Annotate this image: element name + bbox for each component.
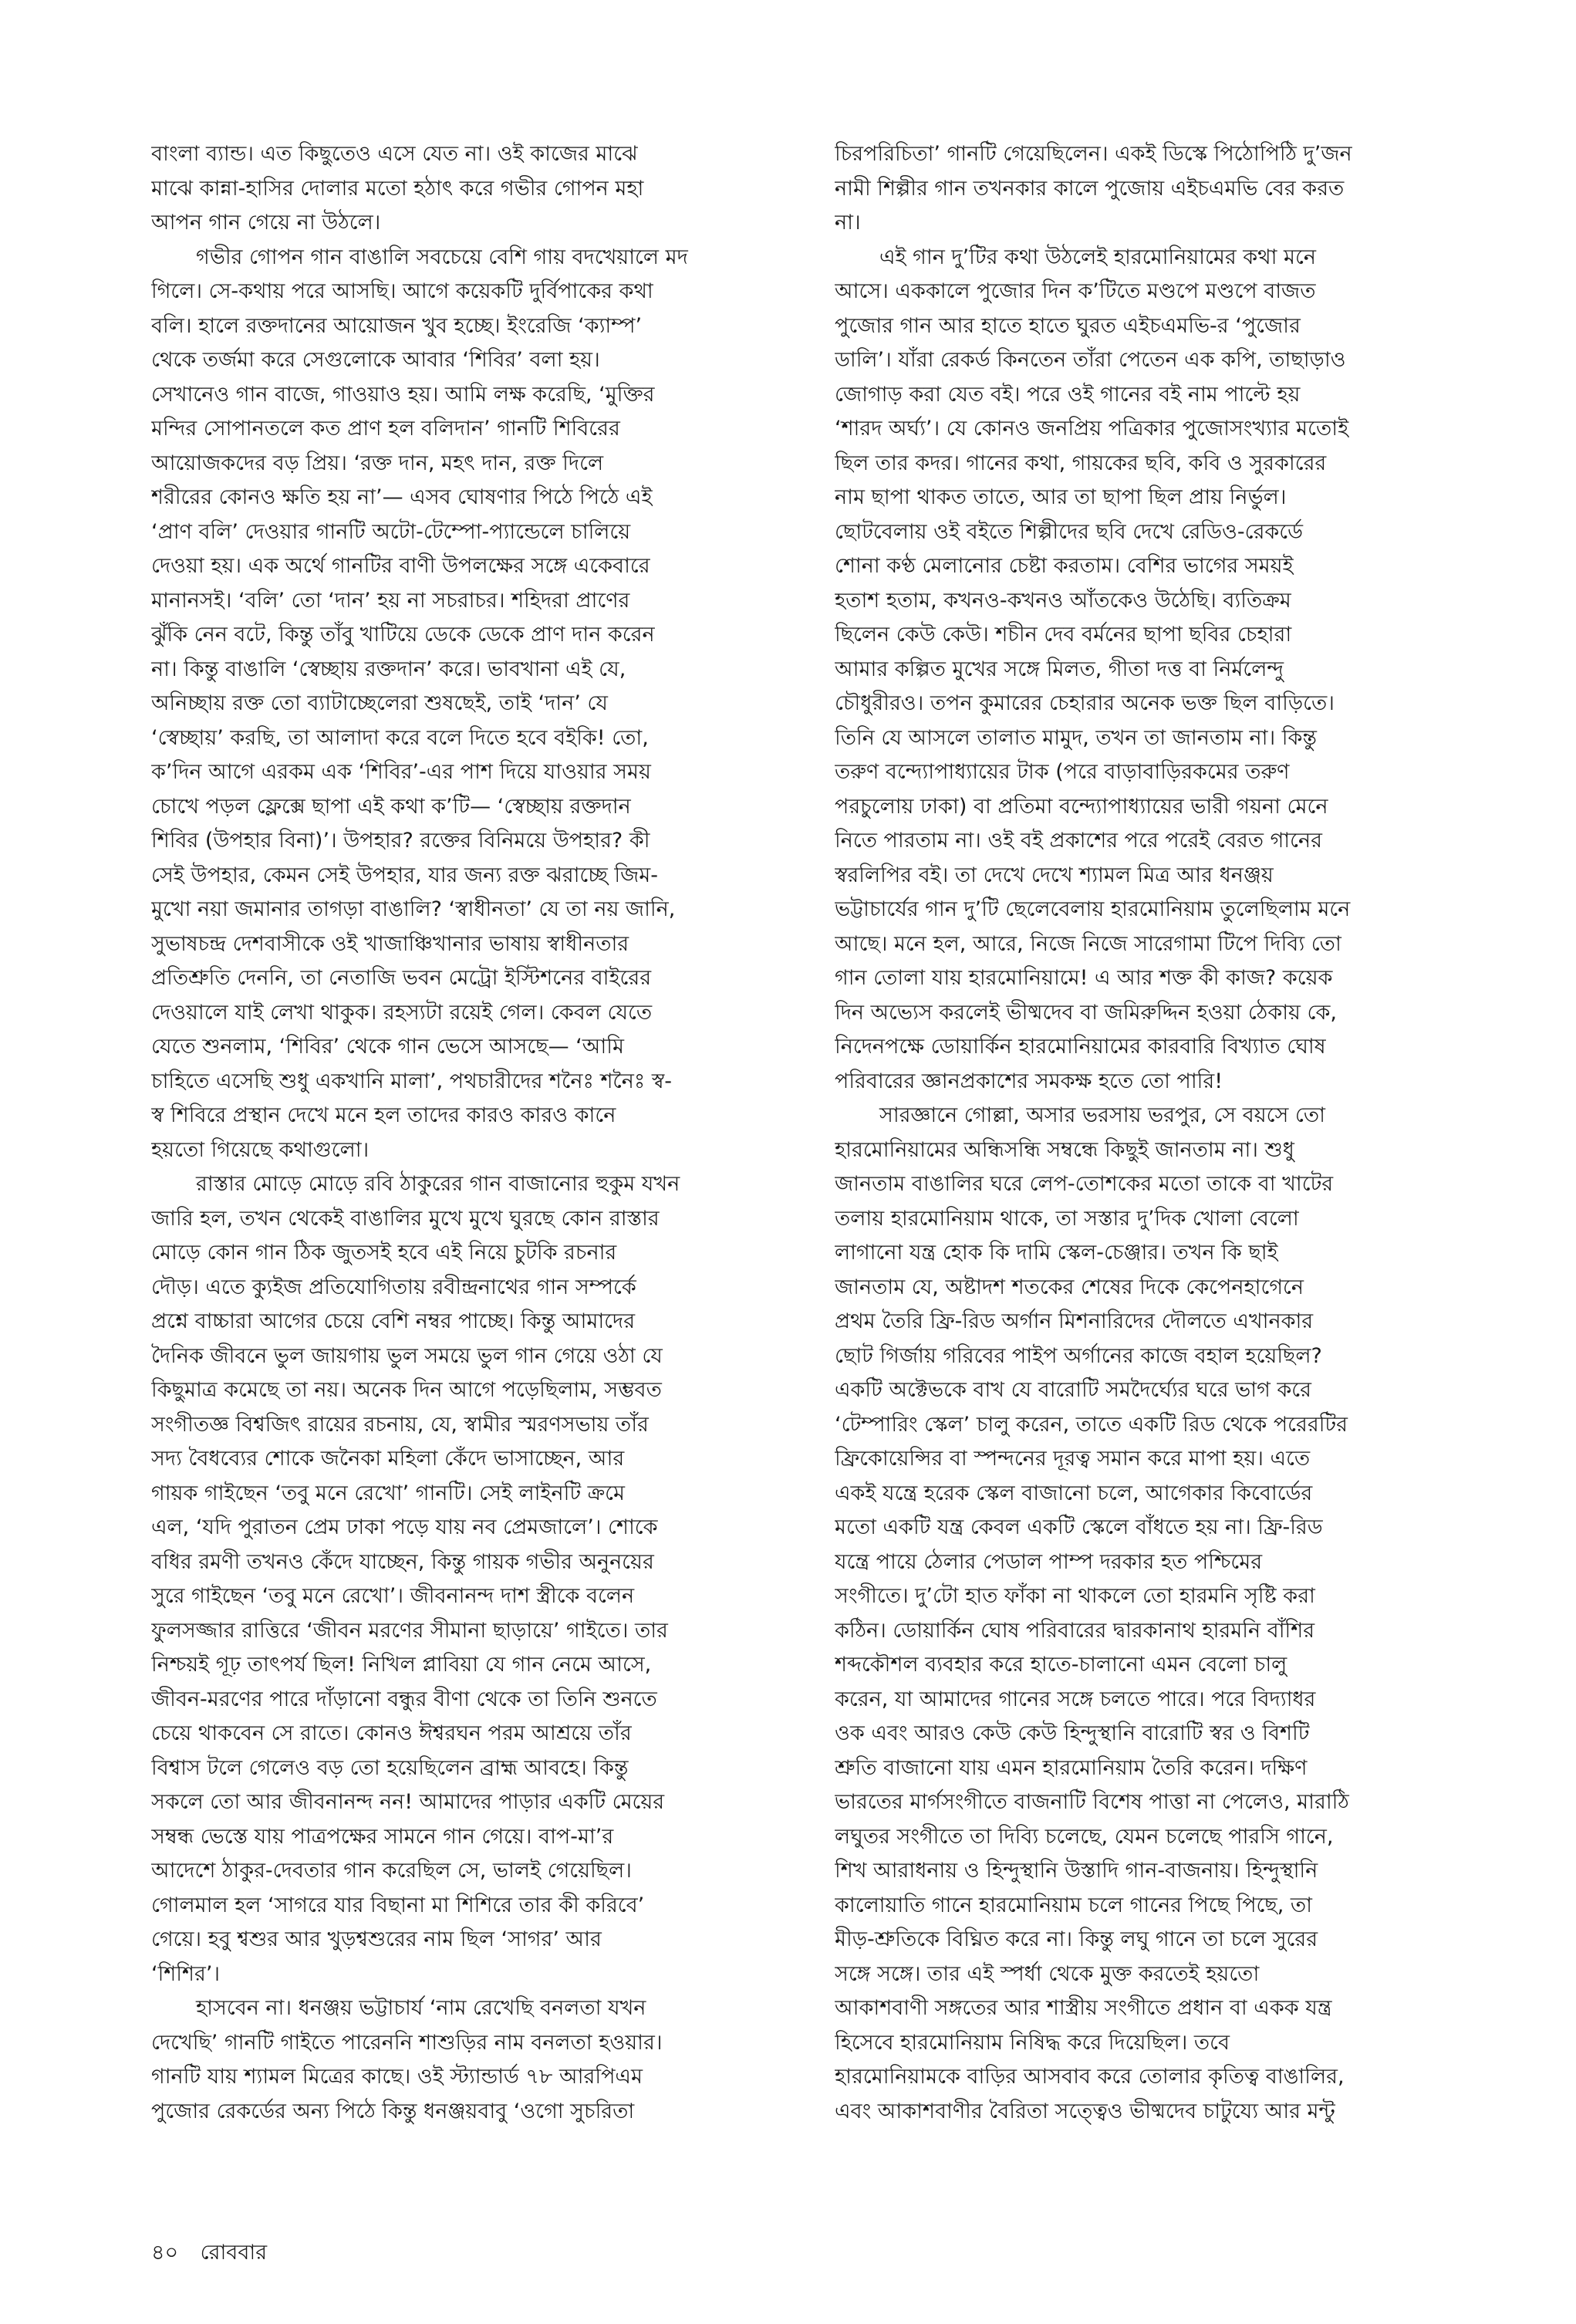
text-line: গিলে। সে-কথায় পরে আসছি। আগে কয়েকটি দুর্বিপাকের কথা xyxy=(151,279,653,303)
text-line: গান তোলা যায় হারমোনিয়ামে! এ আর শক্ত কী কাজ? কয়েক xyxy=(835,966,1333,990)
text-line: সুভাষচন্দ্র দেশবাসীকে ওই খাজাঞ্চিখানার ভাষায় স্বাধীনতার xyxy=(151,931,629,956)
text-line: ক’দিন আগে এরকম এক ‘শিবির’-এর পাশ দিয়ে যাওয়ার সময় xyxy=(151,760,651,784)
text-line: ভারতের মার্গসংগীতে বাজনাটি বিশেষ পাত্তা না পেলেও, মারাঠি xyxy=(835,1790,1349,1814)
text-line: পরিবারের জ্ঞানপ্রকাশের সমকক্ষ হতে তো পারি! xyxy=(835,1069,1223,1093)
text-line: ‘টেম্পারিং স্কেল’ চালু করেন, তাতে একটি রিড থেকে পরেরটির xyxy=(835,1412,1348,1437)
text-line: সেই উপহার, কেমন সেই উপহার, যার জন্য রক্ত ঝরাচ্ছে জিম- xyxy=(151,863,659,887)
text-line: আমার কল্পিত মুখের সঙ্গে মিলত, গীতা দত্ত বা নির্মলেন্দু xyxy=(835,657,1284,681)
paragraph xyxy=(835,1099,1490,2129)
text-line: স্ব শিবিরে প্রস্থান দেখে মনে হল তাদের কারও কারও কানে xyxy=(151,1103,616,1127)
text-line: সম্বন্ধ ভেস্তে যায় পাত্রপক্ষের সামনে গান গেয়ে। বাপ-মা’র xyxy=(151,1824,614,1849)
text-line: দৌড়। এতে ক্যুইজ প্রতিযোগিতায় রবীন্দ্রনাথের গান সম্পর্কে xyxy=(151,1275,636,1299)
text-line: মন্দির সোপানতলে কত প্রাণ হল বলিদান’ গানটি শিবিরের xyxy=(151,417,620,441)
right-column xyxy=(835,137,1490,2129)
text-line: বিশ্বাস টলে গেলেও বড় তো হয়েছিলেন ব্রাহ্ম আবহে। কিন্তু xyxy=(151,1755,629,1780)
text-line: লাগানো যন্ত্র হোক কি দামি স্কেল-চেঞ্জার। তখন কি ছাই xyxy=(835,1241,1278,1265)
left-column xyxy=(151,137,807,2129)
text-line: জোগাড় করা যেত বই। পরে ওই গানের বই নাম পাল্টে হয় xyxy=(835,382,1301,407)
text-line: মতো একটি যন্ত্র কেবল একটি স্কেলে বাঁধতে হয় না। ফ্রি-রিড xyxy=(835,1515,1323,1539)
text-line: শ্রুতি বাজানো যায় এমন হারমোনিয়াম তৈরি করেন। দক্ষিণ xyxy=(835,1755,1308,1780)
text-line: পুজোর রেকর্ডের অন্য পিঠে কিন্তু ধনঞ্জয়বাবু ‘ওগো সুচরিতা xyxy=(151,2099,635,2123)
paragraph xyxy=(151,241,807,1168)
text-line: নিদেনপক্ষে ডোয়ার্কিন হারমোনিয়ামের কারবারি বিখ্যাত ঘোষ xyxy=(835,1035,1326,1059)
text-line: সেখানেও গান বাজে, গাওয়াও হয়। আমি লক্ষ করেছি, ‘মুক্তির xyxy=(151,382,655,407)
text-line: আয়োজকদের বড় প্রিয়। ‘রক্ত দান, মহৎ দান, রক্ত দিলে xyxy=(151,451,604,475)
text-line: হাসবেন না। ধনঞ্জয় ভট্টাচার্য ‘নাম রেখেছি বনলতা যখন xyxy=(196,1996,646,2020)
text-line: স্বরলিপির বই। তা দেখে দেখে শ্যামল মিত্র আর ধনঞ্জয় xyxy=(835,863,1274,887)
text-line: একটি অক্টেভকে বাখ যে বারোটি সমদৈর্ঘ্যের ঘরে ভাগ করে xyxy=(835,1378,1311,1402)
text-line: সুরে গাইছেন ‘তবু মনে রেখো’। জীবনানন্দ দাশ স্ত্রীকে বলেন xyxy=(151,1584,635,1608)
paragraph xyxy=(835,137,1490,241)
text-line: সংগীতজ্ঞ বিশ্বজিৎ রায়ের রচনায়, যে, স্বামীর স্মরণসভায় তাঁর xyxy=(151,1412,649,1437)
text-line: তিনি যে আসলে তালাত মামুদ, তখন তা জানতাম না। কিন্তু xyxy=(835,725,1317,750)
text-line: ‘প্রাণ বলি’ দেওয়ার গানটি অটো-টেম্পো-প্যান্ডেলে চালিয়ে xyxy=(151,519,631,544)
paragraph xyxy=(151,1167,807,1991)
text-line: গানটি যায় শ্যামল মিত্রের কাছে। ওই স্ট্যান্ডার্ড ৭৮ আরপিএম xyxy=(151,2065,643,2089)
page-footer xyxy=(151,2238,267,2268)
text-line: না। কিন্তু বাঙালি ‘স্বেচ্ছায় রক্তদান’ করে। ভাবখানা এই যে, xyxy=(151,657,626,681)
text-line: মুখো নয়া জমানার তাগড়া বাঙালি? ‘স্বাধীনতা’ যে তা নয় জানি, xyxy=(151,897,676,921)
text-line: পুজোর গান আর হাতে হাতে ঘুরত এইচএমভি-র ‘পুজোর xyxy=(835,313,1301,338)
text-line: নিশ্চয়ই গূঢ় তাৎপর্য ছিল! নিখিল প্লাবিয়া যে গান নেমে আসে, xyxy=(151,1653,652,1677)
text-line: নাম ছাপা থাকত তাতে, আর তা ছাপা ছিল প্রায় নির্ভুল। xyxy=(835,485,1287,509)
text-line: কিছুমাত্র কমেছে তা নয়। অনেক দিন আগে পড়েছিলাম, সম্ভবত xyxy=(151,1378,662,1402)
text-line: ফ্রিকোয়েন্সির বা স্পন্দনের দূরত্ব সমান করে মাপা হয়। এতে xyxy=(835,1447,1311,1471)
text-line: বলি। হালে রক্তদানের আয়োজন খুব হচ্ছে। ইংরেজি ‘ক্যাম্প’ xyxy=(151,313,643,338)
text-line: রাস্তার মোড়ে মোড়ে রবি ঠাকুরের গান বাজানোর হুকুম যখন xyxy=(196,1172,680,1196)
text-line: চৌধুরীরও। তপন কুমারের চেহারার অনেক ভক্ত ছিল বাড়িতে। xyxy=(835,691,1335,715)
text-line: যন্ত্রে পায়ে ঠেলার পেডাল পাম্প দরকার হত পশ্চিমের xyxy=(835,1549,1263,1574)
text-line: যেতে শুনলাম, ‘শিবির’ থেকে গান ভেসে আসছে— ‘আমি xyxy=(151,1035,624,1059)
text-line: মানানসই। ‘বলি’ তো ‘দান’ হয় না সচরাচর। শহিদরা প্রাণের xyxy=(151,588,630,613)
text-line: ছোটবেলায় ওই বইতে শিল্পীদের ছবি দেখে রেডিও-রেকর্ডে xyxy=(835,519,1304,544)
text-line: সারজ্ঞানে গোল্লা, অসার ভরসায় ভরপুর, সে বয়সে তো xyxy=(879,1103,1325,1127)
text-line: ছোট গির্জায় গরিবের পাইপ অর্গানের কাজে বহাল হয়েছিল? xyxy=(835,1343,1322,1368)
text-line: হিসেবে হারমোনিয়াম নিষিদ্ধ করে দিয়েছিল। তবে xyxy=(835,2030,1230,2055)
text-line: ‘স্বেচ্ছায়’ করছি, তা আলাদা করে বলে দিতে হবে বইকি! তো, xyxy=(151,725,649,750)
text-line: দেওয়া হয়। এক অর্থে গানটির বাণী উপলক্ষের সঙ্গে একেবারে xyxy=(151,554,650,578)
text-line: বাংলা ব্যান্ড। এত কিছুতেও এসে যেত না। ওই কাজের মাঝে xyxy=(151,142,638,166)
text-line: প্রশ্নে বাচ্চারা আগের চেয়ে বেশি নম্বর পাচ্ছে। কিন্তু আমাদের xyxy=(151,1309,636,1333)
text-line: তরুণ বন্দ্যোপাধ্যায়ের টাক (পরে বাড়াবাড়িরকমের তরুণ xyxy=(835,760,1290,784)
text-line: বধির রমণী তখনও কেঁদে যাচ্ছেন, কিন্তু গায়ক গভীর অনুনয়ের xyxy=(151,1549,654,1574)
text-line: হতাশ হতাম, কখনও-কখনও আঁতকেও উঠেছি। ব্যতিক্রম xyxy=(835,588,1291,613)
text-line: করেন, যা আমাদের গানের সঙ্গে চলতে পারে। পরে বিদ্যাধর xyxy=(835,1687,1316,1711)
text-line: হয়তো গিয়েছে কথাগুলো। xyxy=(151,1137,370,1162)
text-line: মীড়-শ্রুতিকে বিঘ্নিত করে না। কিন্তু লঘু গানে তা চলে সুরের xyxy=(835,1927,1318,1951)
text-line: মাঝে কান্না-হাসির দোলার মতো হঠাৎ করে গভীর গোপন মহা xyxy=(151,176,644,201)
text-line: দিন অভ্যেস করলেই ভীষ্মদেব বা জমিরুদ্দিন হওয়া ঠেকায় কে, xyxy=(835,1000,1337,1025)
text-line: শব্দকৌশল ব্যবহার করে হাতে-চালানো এমন বেলো চালু xyxy=(835,1653,1287,1677)
text-line: ছিলেন কেউ কেউ। শচীন দেব বর্মনের ছাপা ছবির চেহারা xyxy=(835,623,1292,647)
text-line: থেকে তর্জমা করে সেগুলোকে আবার ‘শিবির’ বলা হয়। xyxy=(151,348,600,372)
text-line: দেখেছি’ গানটি গাইতে পারেননি শাশুড়ির নাম বনলতা হওয়ার। xyxy=(151,2030,663,2055)
text-line: ফুলসজ্জার রাত্তিরে ‘জীবন মরণের সীমানা ছাড়ায়ে’ গাইতে। তার xyxy=(151,1618,668,1643)
text-line: নিতে পারতাম না। ওই বই প্রকাশের পরে পরেই বেরত গানের xyxy=(835,829,1322,853)
paragraph xyxy=(151,137,807,241)
text-line: শরীরের কোনও ক্ষতি হয় না’— এসব ঘোষণার পিঠে পিঠে এই xyxy=(151,485,653,509)
text-line: ভট্টাচার্যের গান দু’টি ছেলেবেলায় হারমোনিয়াম তুলেছিলাম মনে xyxy=(835,897,1351,921)
text-line: প্রতিশ্রুতি দেননি, তা নেতাজি ভবন মেট্রো ইস্টিশনের বাইরের xyxy=(151,966,652,990)
text-line: আছে। মনে হল, আরে, নিজে নিজে সারেগামা টিপে দিব্যি তো xyxy=(835,931,1341,956)
text-line: গভীর গোপন গান বাঙালি সবচেয়ে বেশি গায় বদখেয়ালে মদ xyxy=(196,245,688,269)
text-line: আকাশবাণী সঙ্গতের আর শাস্ত্রীয় সংগীতে প্রধান বা একক যন্ত্র xyxy=(835,1996,1332,2020)
text-line: গায়ক গাইছেন ‘তবু মনে রেখো’ গানটি। সেই লাইনটি ক্রমে xyxy=(151,1481,626,1505)
text-line: কালোয়াতি গানে হারমোনিয়াম চলে গানের পিছে পিছে, তা xyxy=(835,1893,1312,1917)
text-line: ওক এবং আরও কেউ কেউ হিন্দুস্থানি বারোটি স্বর ও বিশটি xyxy=(835,1721,1310,1745)
text-line: সংগীতে। দু’টো হাত ফাঁকা না থাকলে তো হারমনি সৃষ্টি করা xyxy=(835,1584,1315,1608)
text-line: আদেশে ঠাকুর-দেবতার গান করেছিল সে, ভালই গেয়েছিল। xyxy=(151,1859,632,1883)
text-line: শোনা কণ্ঠ মেলানোর চেষ্টা করতাম। বেশির ভাগের সময়ই xyxy=(835,554,1294,578)
text-line: চিরপরিচিতা’ গানটি গেয়েছিলেন। একই ডিস্কে পিঠোপিঠি দু’জন xyxy=(835,142,1352,166)
text-line: আসে। এককালে পুজোর দিন ক’টিতে মণ্ডপে মণ্ডপে বাজত xyxy=(835,279,1316,303)
text-line: ‘শারদ অর্ঘ্য’। যে কোনও জনপ্রিয় পত্রিকার পুজোসংখ্যার মতোই xyxy=(835,417,1349,441)
text-line: জানতাম বাঙালির ঘরে লেপ-তোশকের মতো তাকে বা খাটের xyxy=(835,1172,1334,1196)
text-line: মোড়ে কোন গান ঠিক জুতসই হবে এই নিয়ে চুটকি রচনার xyxy=(151,1241,617,1265)
text-line: দেওয়ালে যাই লেখা থাকুক। রহস্যটা রয়েই গেল। কেবল যেতে xyxy=(151,1000,653,1025)
text-line: জানতাম যে, অষ্টাদশ শতকের শেষের দিকে কেপেনহাগেনে xyxy=(835,1275,1304,1299)
text-line: এল, ‘যদি পুরাতন প্রেম ঢাকা পড়ে যায় নব প্রেমজালে’। শোকে xyxy=(151,1515,658,1539)
text-line: চাহিতে এসেছি শুধু একখানি মালা’, পথচারীদের শনৈঃ শনৈঃ স্ব- xyxy=(151,1069,673,1093)
text-line: নামী শিল্পীর গান তখনকার কালে পুজোয় এইচএমভি বের করত xyxy=(835,176,1345,201)
text-line: শিখ আরাধনায় ও হিন্দুস্থানি উস্তাদি গান-বাজনায়। হিন্দুস্থানি xyxy=(835,1859,1318,1883)
text-line: জীবন-মরণের পারে দাঁড়ানো বন্ধুর বীণা থেকে তা তিনি শুনতে xyxy=(151,1687,657,1711)
text-line: চোখে পড়ল ফ্লেক্সে ছাপা এই কথা ক’টি— ‘স্বেচ্ছায় রক্তদান xyxy=(151,794,631,819)
page-number: ৪০ xyxy=(151,2241,179,2265)
text-line: হারমোনিয়ামের অন্ধিসন্ধি সম্বন্ধে কিছুই জানতাম না। শুধু xyxy=(835,1137,1294,1162)
text-line: না। xyxy=(835,211,861,235)
text-line: ঝুঁকি নেন বটে, কিন্তু তাঁবু খাটিয়ে ডেকে ডেকে প্রাণ দান করেন xyxy=(151,623,655,647)
text-line: গেয়ে। হবু শ্বশুর আর খুড়শ্বশুরের নাম ছিল ‘সাগর’ আর xyxy=(151,1927,602,1951)
text-line: অনিচ্ছায় রক্ত তো ব্যাটাচ্ছেলেরা শুষছেই, তাই ‘দান’ যে xyxy=(151,691,608,715)
text-line: কঠিন। ডোয়ার্কিন ঘোষ পরিবারের দ্বারকানাথ হারমনি বাঁশির xyxy=(835,1618,1315,1643)
paragraph xyxy=(835,241,1490,1100)
text-line: এই গান দু’টির কথা উঠলেই হারমোনিয়ামের কথা মনে xyxy=(879,245,1317,269)
text-line: শিবির (উপহার বিনা)’। উপহার? রক্তের বিনিময়ে উপহার? কী xyxy=(151,829,650,853)
text-line: লঘুতর সংগীতে তা দিব্যি চলেছে, যেমন চলেছে পারসি গানে, xyxy=(835,1824,1334,1849)
text-line: সদ্য বৈধব্যের শোকে জনৈকা মহিলা কেঁদে ভাসাচ্ছেন, আর xyxy=(151,1447,625,1471)
text-line: ‘শিশির’। xyxy=(151,1961,221,1986)
text-line: তলায় হারমোনিয়াম থাকে, তা সস্তার দু’দিক খোলা বেলো xyxy=(835,1206,1299,1231)
text-line: সঙ্গে সঙ্গে। তার এই স্পর্ধা থেকে মুক্ত করতেই হয়তো xyxy=(835,1961,1260,1986)
text-line: সকলে তো আর জীবনানন্দ নন! আমাদের পাড়ার একটি মেয়ের xyxy=(151,1790,665,1814)
text-line: একই যন্ত্রে হরেক স্কেল বাজানো চলে, আগেকার কিবোর্ডের xyxy=(835,1481,1313,1505)
magazine-name: রোববার xyxy=(200,2241,268,2265)
text-line: জারি হল, তখন থেকেই বাঙালির মুখে মুখে ঘুরছে কোন রাস্তার xyxy=(151,1206,660,1231)
text-line: পরচুলোয় ঢাকা) বা প্রতিমা বন্দ্যোপাধ্যায়ের ভারী গয়না মেনে xyxy=(835,794,1328,819)
text-line: ছিল তার কদর। গানের কথা, গায়কের ছবি, কবি ও সুরকারের xyxy=(835,451,1327,475)
text-line: দৈনিক জীবনে ভুল জায়গায় ভুল সময়ে ভুল গান গেয়ে ওঠা যে xyxy=(151,1343,663,1368)
text-line: আপন গান গেয়ে না উঠলে। xyxy=(151,211,381,235)
text-line: ডালি’। যাঁরা রেকর্ড কিনতেন তাঁরা পেতেন এক কপি, তাছাড়াও xyxy=(835,348,1346,372)
text-line: হারমোনিয়ামকে বাড়ির আসবাব করে তোলার কৃতিত্ব বাঙালির, xyxy=(835,2065,1345,2089)
text-line: গোলমাল হল ‘সাগরে যার বিছানা মা শিশিরে তার কী করিবে’ xyxy=(151,1893,645,1917)
text-line: প্রথম তৈরি ফ্রি-রিড অর্গান মিশনারিদের দৌলতে এখানকার xyxy=(835,1309,1314,1333)
text-line: চেয়ে থাকবেন সে রাতে। কোনও ঈশ্বরঘন পরম আশ্রয়ে তাঁর xyxy=(151,1721,632,1745)
paragraph xyxy=(151,1991,807,2129)
text-line: এবং আকাশবাণীর বৈরিতা সত্ত্বেও ভীষ্মদেব চাটুয্যে আর মন্টু xyxy=(835,2099,1335,2123)
